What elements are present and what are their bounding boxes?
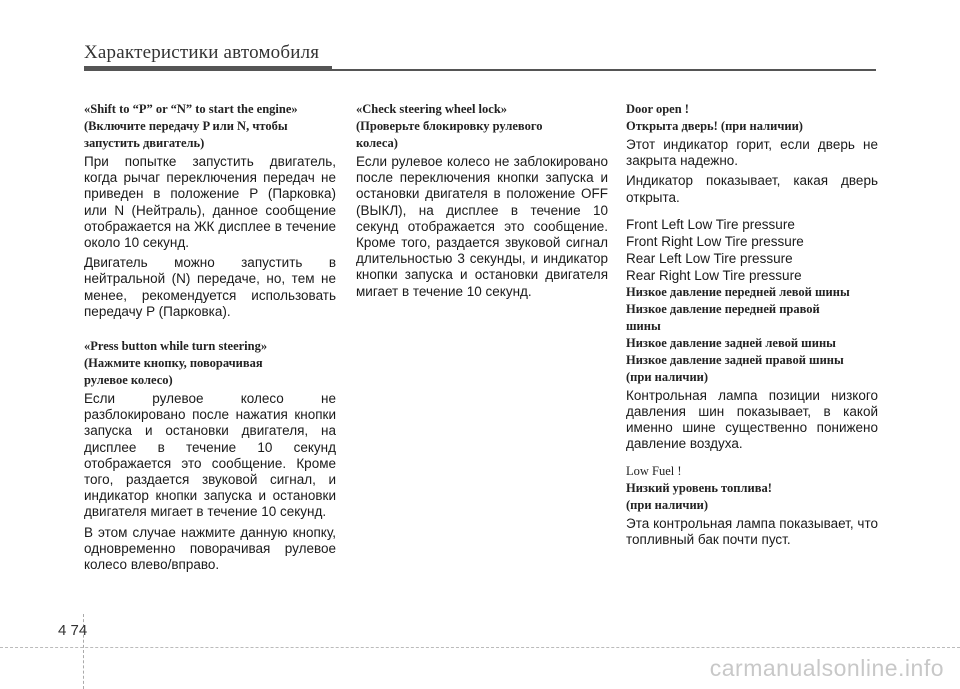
section-press-heading-ru-2: рулевое колесо) xyxy=(84,373,173,388)
tire-heading-ru-3: Низкое давление задней левой шины xyxy=(626,335,836,350)
section-shift-heading-ru-2: запустить двигатель) xyxy=(84,136,205,150)
header-rule-thick xyxy=(84,66,332,71)
section-press-paragraph-2: В этом случае нажмите данную кнопку, одновременно поворачивая рулевое колесо влево/вправо. xyxy=(84,524,336,573)
section-shift-heading-en: «Shift to “P” or “N” to start the engine» xyxy=(84,102,298,116)
section-press-heading-ru-1: (Нажмите кнопку, поворачивая xyxy=(84,356,263,371)
section-shift-heading-ru-1: (Включите передачу P или N, чтобы xyxy=(84,119,288,133)
section-steering-paragraph: Если рулевое колесо не заблокировано после переключения кнопки запуска и остановки двигателя в положение OFF (ВЫКЛ), на дисплее в течение 10 секунд отображается это сообщение. Кроме того, раздается звуковой сигнал длительностью 3 секунды, и индикатор кнопки запуска и остановки двигателя мигает в течение 10 секунд. xyxy=(356,154,608,299)
section-steering-heading-ru-1: (Проверьте блокировку рулевого xyxy=(356,119,543,133)
header-rule-thin xyxy=(332,69,876,71)
page-header-title: Характеристики автомобиля xyxy=(84,42,320,63)
section-fuel-heading-ru: Низкий уровень топлива! xyxy=(626,480,772,495)
section-door-heading-ru: Открыта дверь! (при наличии) xyxy=(626,119,803,133)
tire-line-front-right: Front Right Low Tire pressure xyxy=(626,233,804,249)
column-right xyxy=(626,101,878,552)
section-fuel-heading-en: Low Fuel ! xyxy=(626,463,682,478)
section-door-heading-en: Door open ! xyxy=(626,102,689,116)
section-door-paragraph-1: Этот индикатор горит, если дверь не закрыта надежно. xyxy=(626,137,878,169)
section-steering-heading-en: «Check steering wheel lock» xyxy=(356,102,508,116)
tire-heading-ru-2b: шины xyxy=(626,318,661,333)
section-steering-heading-ru-2: колеса) xyxy=(356,136,398,150)
tire-line-rear-left: Rear Left Low Tire pressure xyxy=(626,250,793,266)
watermark: carmanualsonline.info xyxy=(709,655,944,681)
tire-line-rear-right: Rear Right Low Tire pressure xyxy=(626,267,802,283)
tire-line-front-left: Front Left Low Tire pressure xyxy=(626,216,795,232)
section-shift-paragraph-1: При попытке запустить двигатель, когда рычаг переключения передач не приведен в положение P (Парковка) или N (Нейтраль), данное сообщение отображается на ЖК дисплее в течение около 10 секунд. xyxy=(84,154,336,251)
page-number: 4 74 xyxy=(58,622,88,639)
column-left xyxy=(84,101,336,577)
tire-heading-ru-4: Низкое давление задней правой шины xyxy=(626,352,844,367)
footer-horizontal-rule xyxy=(0,647,960,648)
column-middle xyxy=(356,101,608,304)
section-shift-paragraph-2: Двигатель можно запустить в нейтральной (N) передаче, но, тем не менее, рекомендуется использовать передачу P (Парковка). xyxy=(84,255,336,319)
section-press-heading-en: «Press button while turn steering» xyxy=(84,339,268,354)
tire-heading-ru-5: (при наличии) xyxy=(626,369,709,384)
section-door-paragraph-2: Индикатор показывает, какая дверь открыта. xyxy=(626,173,878,205)
tire-heading-ru-2a: Низкое давление передней правой xyxy=(626,301,820,316)
section-fuel-paragraph: Эта контрольная лампа показывает, что топливный бак почти пуст. xyxy=(626,515,878,547)
tire-heading-ru-1: Низкое давление передней левой шины xyxy=(626,284,850,299)
section-fuel-heading-ru-2: (при наличии) xyxy=(626,497,709,512)
section-press-paragraph-1: Если рулевое колесо не разблокировано после нажатия кнопки запуска и остановки двигателя, на дисплее в течение 10 секунд отображается это сообщение. Кроме того, раздается звуковой сигнал, и индикатор кнопки запуска и остановки двигателя мигает в течение 10 секунд. xyxy=(84,391,336,520)
tire-paragraph: Контрольная лампа позиции низкого давления шин показывает, в какой именно шине существенно понижено давление воздуха. xyxy=(626,387,878,452)
